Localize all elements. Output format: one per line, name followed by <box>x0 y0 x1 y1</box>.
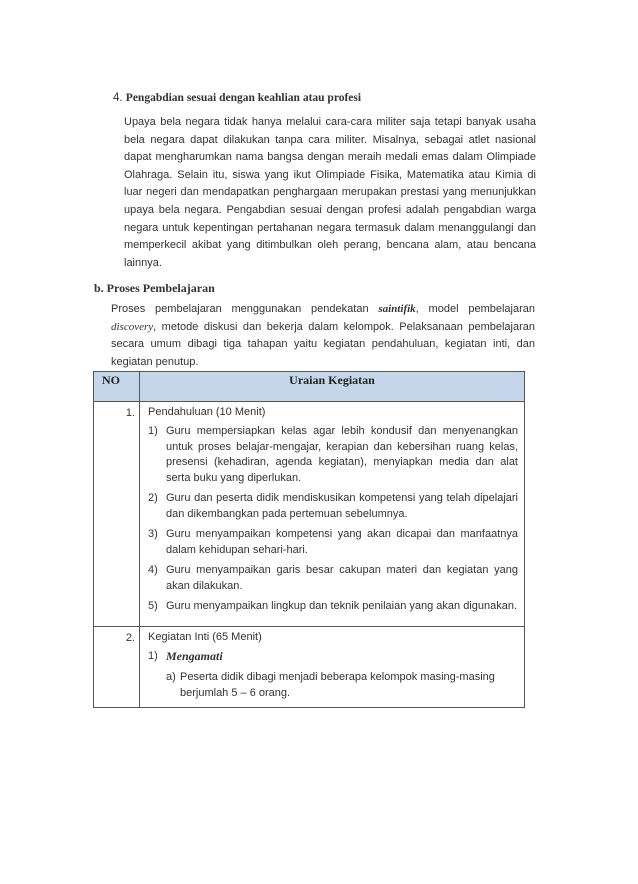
section-4-heading <box>113 92 361 104</box>
step-text: Guru mempersiapkan kelas agar lebih kondusif dan menyenangkan untuk proses belajar-mengajar, kerapian dan kebersihan ruang kelas, presensi (kehadiran, agenda kegiatan), menyiapkan media dan alat serta buku yang diperlukan. <box>166 425 518 484</box>
step-list <box>148 424 518 615</box>
list-item <box>148 649 518 666</box>
section-4-title: Pengabdian sesuai dengan keahlian atau profesi <box>125 92 362 104</box>
table-row <box>94 402 525 627</box>
section-4-number: 4. <box>113 92 123 104</box>
paragraph-text-end: , metode diskusi dan bekerja dalam kelompok. Pelaksanaan pembelajaran secara umum dibagi tiga tahapan yaitu kegiatan pendahuluan, kegiatan inti, dan kegiatan penutup. <box>111 320 535 368</box>
row-number: 1. <box>94 402 140 627</box>
section-b-heading: b. Proses Pembelajaran <box>94 281 215 295</box>
list-item <box>166 670 518 701</box>
sub-item-label: a) <box>166 671 176 683</box>
discovery-term: discovery <box>111 320 154 333</box>
header-uraian: Uraian Kegiatan <box>140 372 525 402</box>
row-number: 2. <box>94 626 140 708</box>
saintifik-term: saintifik <box>378 303 416 315</box>
list-item <box>148 527 518 558</box>
list-item <box>148 491 518 522</box>
paragraph-text-mid: , model pembelajaran <box>415 303 535 315</box>
header-no: NO <box>94 372 140 402</box>
sub-activity-list <box>166 670 518 701</box>
step-text: Guru menyampaikan lingkup dan teknik penilaian yang akan digunakan. <box>166 600 518 612</box>
step-list <box>148 649 518 666</box>
sub-item-text: Peserta didik dibagi menjadi beberapa kelompok masing-masing berjumlah 5 – 6 orang. <box>180 671 495 699</box>
table-row <box>94 626 525 708</box>
activity-table <box>93 371 525 708</box>
section-b-paragraph <box>111 301 535 371</box>
step-number: 2) <box>148 492 158 504</box>
table-header-row <box>94 372 525 402</box>
list-item <box>148 599 518 615</box>
step-number: 5) <box>148 600 158 612</box>
step-text: Guru menyampaikan kompetensi yang akan dicapai dan manfaatnya dalam kehidupan sehari-hari. <box>166 528 518 556</box>
list-item <box>148 563 518 594</box>
sub-activity-title: Mengamati <box>166 648 223 663</box>
section-4-paragraph: Upaya bela negara tidak hanya melalui cara-cara militer saja tetapi banyak usaha bela negara dapat dilakukan tanpa cara militer. Misalnya, sebagai atlet nasional dapat mengharumkan nama bangsa dengan meraih medali emas dalam Olimpiade Olahraga. Selain itu, siswa yang ikut Olimpiade Fisika, Matematika atau Kimia di luar negeri dan mendapatkan penghargaan merupakan prestasi yang menunjukkan upaya bela negara. Pengabdian sesuai dengan profesi adalah pengabdian warga negara untuk kepentingan pertahanan negara termasuk dalam menanggulangi dan memperkecil akibat yang ditimbulkan oleh perang, bencana alam, atau bencana lainnya. <box>124 116 536 269</box>
step-text: Guru dan peserta didik mendiskusikan kompetensi yang telah dipelajari dan dikembangkan pada pertemuan sebelumnya. <box>166 492 518 520</box>
step-number: 4) <box>148 564 158 576</box>
list-item <box>148 424 518 486</box>
step-text: Guru menyampaikan garis besar cakupan materi dan kegiatan yang akan dilakukan. <box>166 564 518 592</box>
step-number: 1) <box>148 649 158 662</box>
row-content <box>140 402 525 627</box>
paragraph-text-start: Proses pembelajaran menggunakan pendekatan <box>111 303 379 315</box>
phase-title: Kegiatan Inti (65 Menit) <box>148 630 262 643</box>
step-number: 3) <box>148 528 158 540</box>
row-content <box>140 626 525 708</box>
phase-title: Pendahuluan (10 Menit) <box>148 406 266 418</box>
step-number: 1) <box>148 425 158 437</box>
